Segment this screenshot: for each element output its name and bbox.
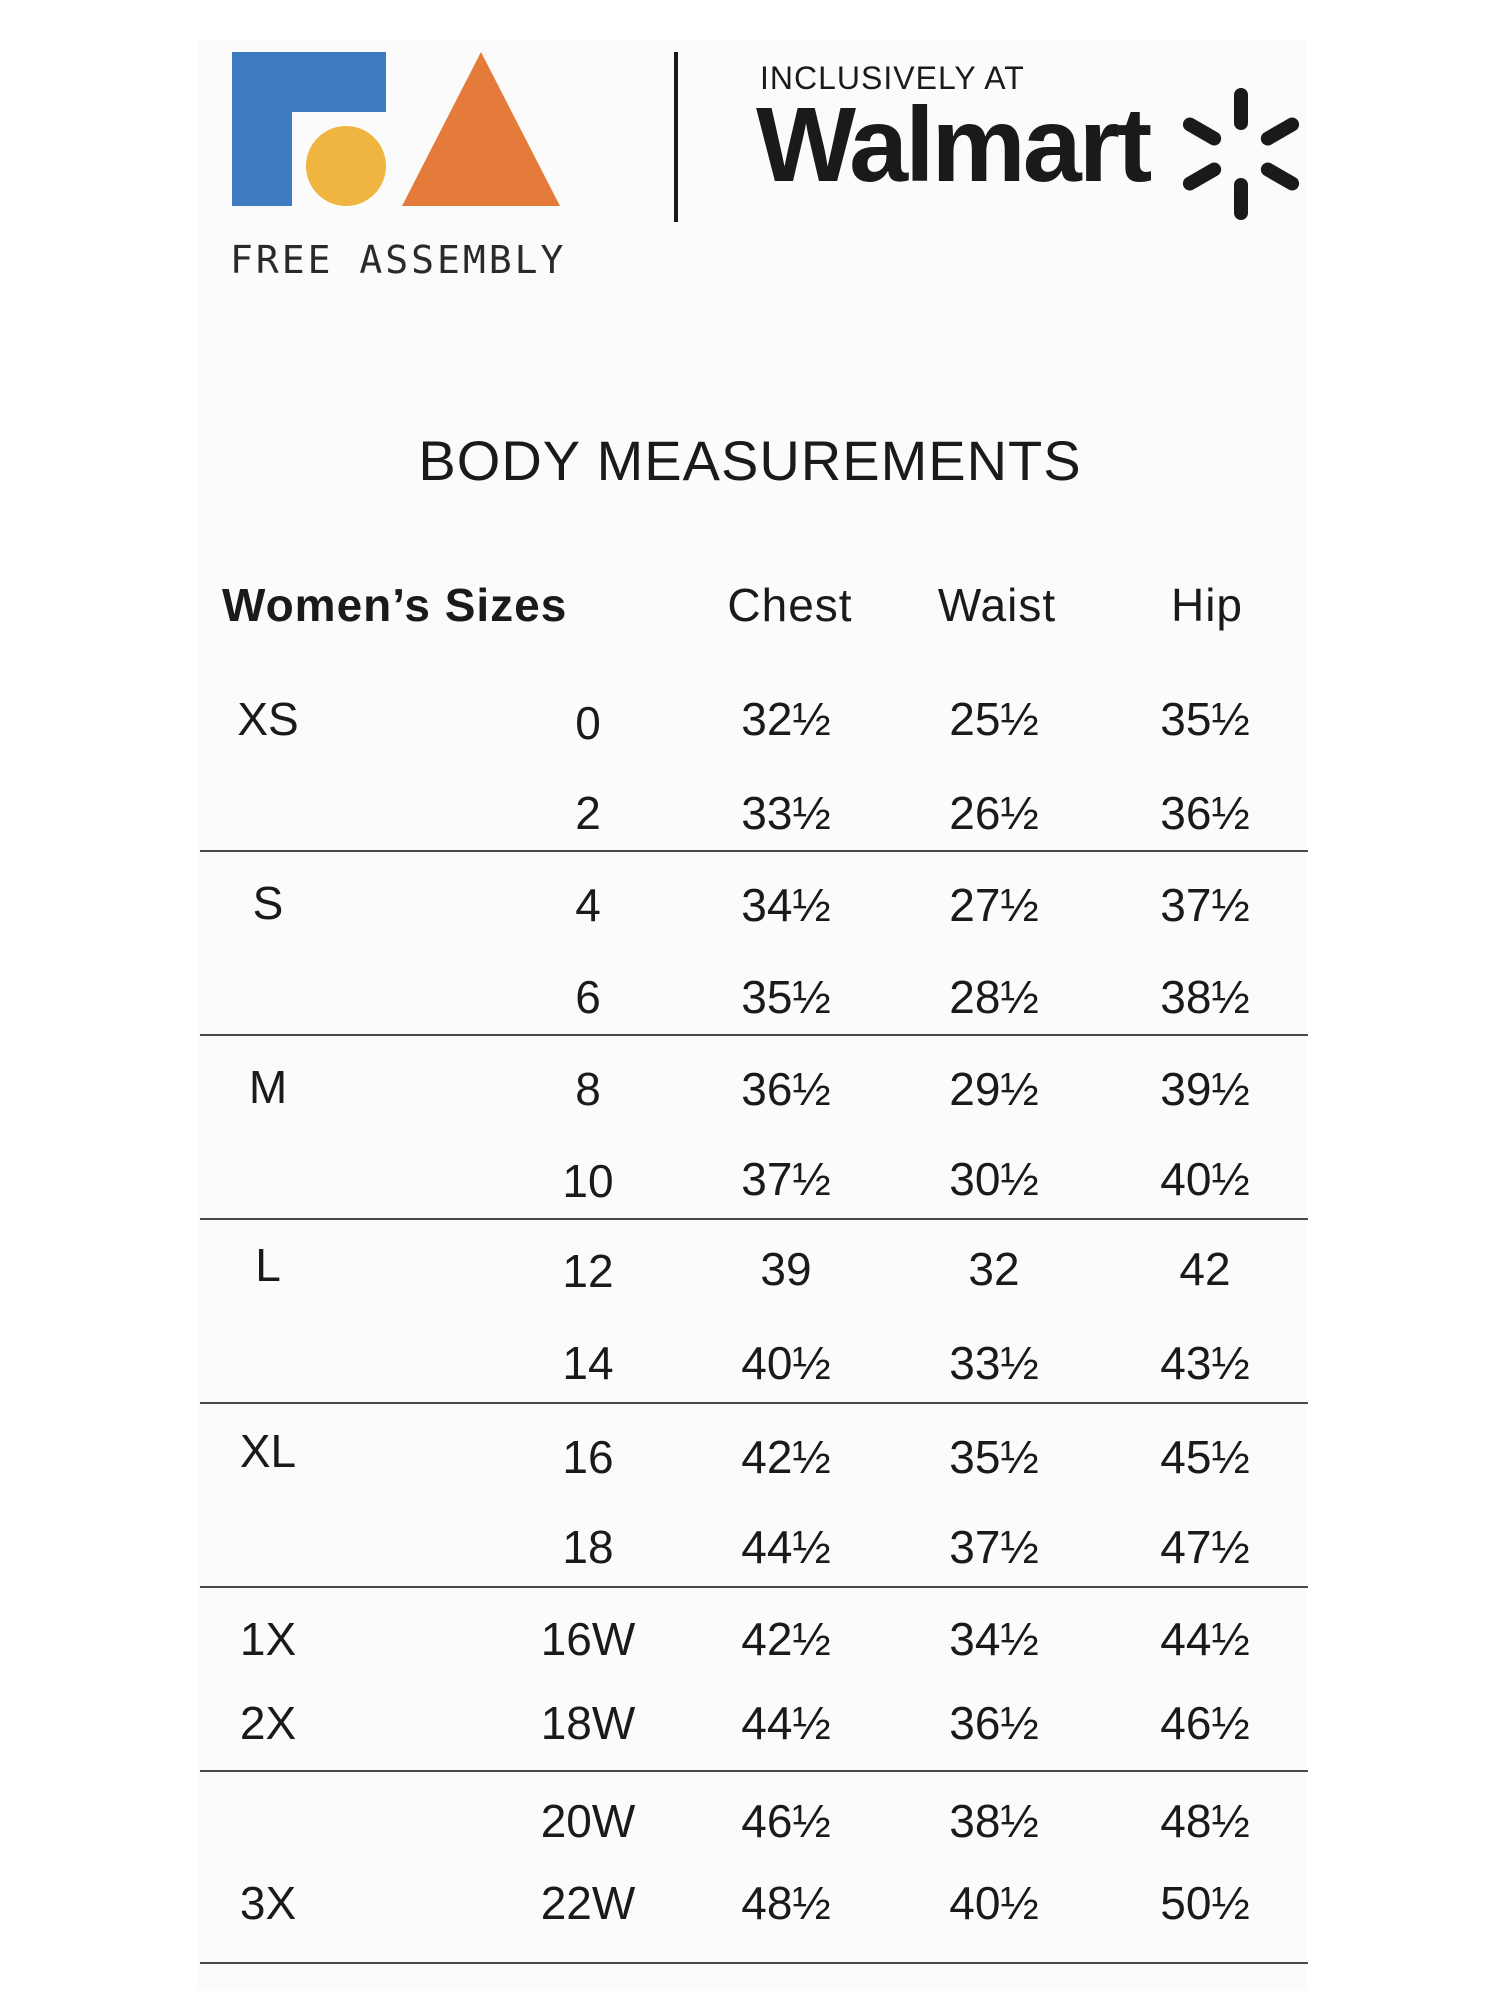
size-cell: 6 [575,971,601,1023]
chest-cell: 40½ [741,1337,831,1389]
size-cell: 14 [562,1337,614,1389]
brand-name: FREE ASSEMBLY [230,238,567,282]
group-divider [200,1218,1308,1220]
partner-tagline: INCLUSIVELY AT [760,60,1025,96]
hip-cell: 36½ [1160,787,1250,839]
chest-cell: 32½ [741,693,831,745]
chest-cell: 42½ [741,1431,831,1483]
waist-cell: 33½ [949,1337,1039,1389]
hip-cell: 44½ [1160,1613,1250,1665]
col-header-sizes: Women’s Sizes [222,579,568,631]
size-cell: 16 [562,1431,614,1483]
hip-cell: 47½ [1160,1521,1250,1573]
size-cell: 8 [575,1063,601,1115]
waist-cell: 38½ [949,1795,1039,1847]
waist-cell: 27½ [949,879,1039,931]
hip-cell: 35½ [1160,693,1250,745]
chest-cell: 37½ [741,1153,831,1205]
col-header-waist: Waist [937,579,1057,631]
hip-cell: 38½ [1160,971,1250,1023]
size-cell: 20W [540,1795,636,1847]
chest-cell: 36½ [741,1063,831,1115]
group-divider [200,850,1308,852]
size-cell: 10 [562,1155,614,1207]
chest-cell: 39 [760,1243,812,1295]
group-divider [200,1034,1308,1036]
partner-name: Walmart [756,86,1150,204]
hip-cell: 40½ [1160,1153,1250,1205]
waist-cell: 29½ [949,1063,1039,1115]
chest-cell: 35½ [741,971,831,1023]
col-header-chest: Chest [727,579,853,631]
chest-cell: 46½ [741,1795,831,1847]
spark-icon [1180,86,1302,222]
size-cell: 18 [562,1521,614,1573]
group-label-1x: 1X [239,1613,297,1665]
chest-cell: 44½ [741,1521,831,1573]
chest-cell: 48½ [741,1877,831,1929]
chest-cell: 44½ [741,1697,831,1749]
hip-cell: 39½ [1160,1063,1250,1115]
size-cell: 22W [540,1877,636,1929]
hip-cell: 42 [1179,1243,1231,1295]
header-divider [674,52,678,222]
hip-cell: 48½ [1160,1795,1250,1847]
waist-cell: 30½ [949,1153,1039,1205]
table-bottom-rule [200,1962,1308,1964]
size-cell: 18W [540,1697,636,1749]
logo-yellow-circle [306,126,386,206]
logo-orange-triangle [402,52,560,206]
size-cell: 12 [562,1245,614,1297]
hip-cell: 46½ [1160,1697,1250,1749]
waist-cell: 35½ [949,1431,1039,1483]
waist-cell: 34½ [949,1613,1039,1665]
group-label-s: S [252,877,284,929]
hip-cell: 45½ [1160,1431,1250,1483]
hip-cell: 37½ [1160,879,1250,931]
page-title: BODY MEASUREMENTS [418,429,1082,492]
group-label-l: L [255,1239,281,1291]
group-label-3x: 3X [239,1877,297,1929]
group-label-m: M [248,1061,288,1113]
group-divider [200,1586,1308,1588]
chest-cell: 34½ [741,879,831,931]
size-cell: 2 [575,787,601,839]
waist-cell: 40½ [949,1877,1039,1929]
chest-cell: 42½ [741,1613,831,1665]
col-header-hip: Hip [1170,579,1244,631]
hip-cell: 43½ [1160,1337,1250,1389]
size-cell: 0 [575,697,601,749]
group-label-2x: 2X [239,1697,297,1749]
waist-cell: 36½ [949,1697,1039,1749]
waist-cell: 26½ [949,787,1039,839]
waist-cell: 25½ [949,693,1039,745]
size-cell: 16W [540,1613,636,1665]
waist-cell: 37½ [949,1521,1039,1573]
group-label-xs: XS [237,693,299,745]
hip-cell: 50½ [1160,1877,1250,1929]
chest-cell: 33½ [741,787,831,839]
size-cell: 4 [575,879,601,931]
group-label-xl: XL [239,1425,297,1477]
group-divider [200,1770,1308,1772]
waist-cell: 28½ [949,971,1039,1023]
group-divider [200,1402,1308,1404]
waist-cell: 32 [968,1243,1020,1295]
